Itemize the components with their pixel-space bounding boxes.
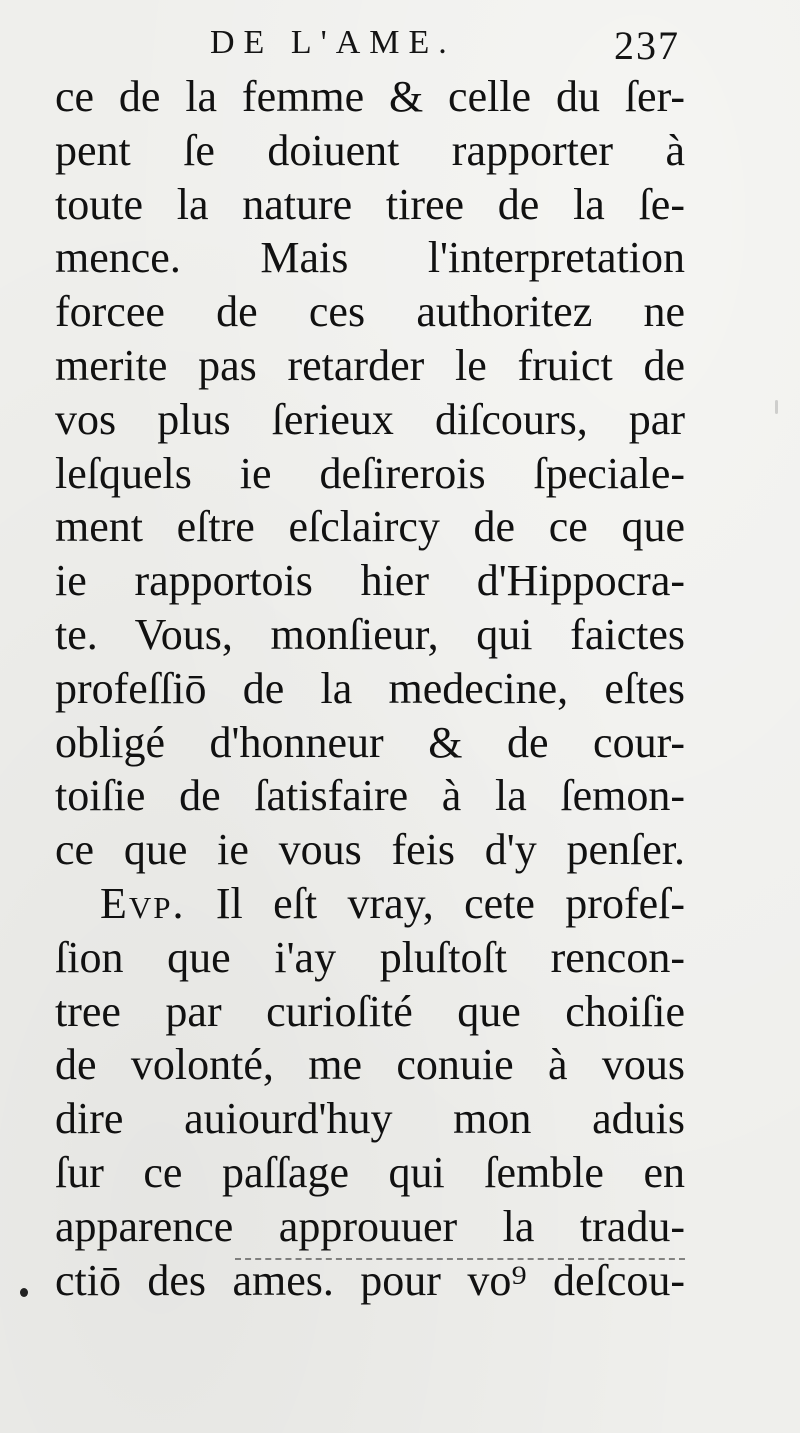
speech-opening-line [55, 877, 685, 931]
text-line: ie rapportois hier d'Hippocra- [55, 556, 685, 606]
page-header [210, 22, 680, 72]
text-line: vos plus ſerieux diſcours, par [55, 394, 685, 444]
running-head: DE L'AME. [210, 24, 456, 61]
text-line: obligé d'honneur & de cour- [55, 717, 685, 767]
body-text [55, 70, 685, 1307]
text-line: toute la nature tiree de la ſe- [55, 179, 685, 229]
text-line: leſquels ie deſirerois ſpeciale- [55, 448, 685, 498]
text-line: ment eſtre eſclaircy de ce que [55, 502, 685, 552]
text-line: ctiō des ames. pour vo⁹ deſcou- [55, 1255, 685, 1305]
text-line: toiſie de ſatisfaire à la ſemon- [55, 771, 685, 821]
text-line: tree par curioſité que choiſie [55, 986, 685, 1036]
text-line: merite pas retarder le fruict de [55, 340, 685, 390]
text-line: pent ſe doiuent rapporter à [55, 125, 685, 175]
text-line: dire auiourd'huy mon aduis [55, 1094, 685, 1144]
text-line: ſur ce paſſage qui ſemble en [55, 1147, 685, 1197]
paper-mark [775, 400, 778, 414]
text-line: apparence approuuer la tradu- [55, 1201, 685, 1251]
text-line: profeſſiō de la medecine, eſtes [55, 663, 685, 713]
speech-first-line: Il eſt vray, cete profeſ- [215, 878, 686, 928]
text-line: ce que ie vous feis d'y penſer. [55, 825, 685, 875]
text-line: forcee de ces authoritez ne [55, 287, 685, 337]
text-line: ſion que i'ay pluſtoſt rencon- [55, 932, 685, 982]
text-line: mence. Mais l'interpretation [55, 233, 685, 283]
text-line: te. Vous, monſieur, qui faictes [55, 609, 685, 659]
text-line: ce de la femme & celle du ſer- [55, 72, 685, 121]
speaker-label: Evp. [100, 878, 186, 928]
ink-speck [20, 1288, 28, 1297]
bottom-rule [235, 1258, 685, 1260]
text-line: de volonté, me conuie à vous [55, 1040, 685, 1090]
page-number: 237 [614, 23, 680, 68]
